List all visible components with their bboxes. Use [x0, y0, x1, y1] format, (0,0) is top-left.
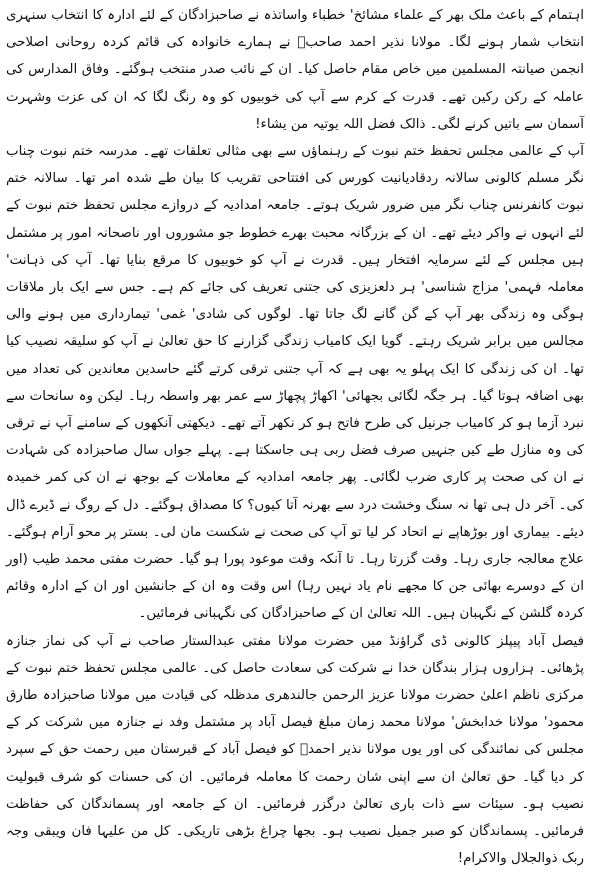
- paragraph-3: فیصل آباد پیپلز کالونی ڈی گراؤنڈ میں حضرت مولانا مفتی عبدالستار صاحب نے آپ کی نماز جنازہ پڑھائی۔ ہزاروں ہزار بندگان خدا نے شرکت کی سعادت حاصل کی۔ عالمی مجلس تحفظ ختم نبوت کے مرکزی ناظم اعلیٰ حضرت مولانا عزیز الرحمن جالندھری مدظلہ کی قیادت میں مولانا صاحبزادہ طارق محمود' مولانا خدابخش' مولانا محمد زمان مبلغ فیصل آباد پر مشتمل وفد نے جنازہ میں شرکت کر کے مجلس کی نمائندگی کی اور یوں مولانا نذیر احمدؒ کو فیصل آباد کے قبرستان میں رحمت حق کے سپرد کر دیا گیا۔ حق تعالیٰ ان سے اپنی شان رحمت کا معاملہ فرمائیں۔ ان کی حسنات کو شرف قبولیت نصیب ہو۔ سیئات سے ذات باری تعالیٰ درگزر فرمائیں۔ ان کے جامعہ اور پسماندگان کی حفاظت فرمائیں۔ پسماندگان کو صبر جمیل نصیب ہو۔ بجھا چراغ بڑھی تاریکی۔ کل من علیہا فان ویبقی وجہ ربک ذوالجلال والاکرام!: [6, 633, 584, 867]
- paragraph-1: اہتمام کے باعث ملک بھر کے علماء مشائخ' خطباء واساتذہ نے صاحبزادگان کے لئے ادارہ کا انتخاب سنہری انتخاب شمار ہونے لگا۔ مولانا نذیر احمد صاحبؒ نے ہمارے خانوادہ کی قائم کردہ روحانی اصلاحی انجمن صیانتہ المسلمین میں خاص مقام حاصل کیا۔ ان کے نائب صدر منتخب ہوگئے۔ وفاق المدارس کی عاملہ کے رکن رکین تھے۔ قدرت کے کرم سے آپ کی خوبیوں کو وہ رنگ لگا کہ ان کی عزت وشہرت آسمان سے باتیں کرنے لگی۔ ذالک فضل اللہ یوتیہ من یشاء!: [6, 8, 584, 132]
- paragraph-2: آپ کے عالمی مجلس تحفظ ختم نبوت کے رہنماؤں سے بھی مثالی تعلقات تھے۔ مدرسہ ختم نبوت چناب نگر مسلم کالونی سالانہ ردقادیانیت کورس کی افتتاحی تقریب کا بیان طے شدہ امر تھا۔ سالانہ ختم نبوت کانفرنس چناب نگر میں ضرور شریک ہوتے۔ جامعہ امدادیہ کے دروازے مجلس تحفظ ختم نبوت کے لئے انہوں نے واکر دیئے تھے۔ ان کے بزرگانہ محبت بھرے خطوط جو مشوروں اور ناصحانہ امور پر مشتمل ہیں مجلس کے لئے سرمایہ افتخار ہیں۔ قدرت نے آپ کو خوبیوں کا مرقع بنایا تھا۔ آپ کی ذہانت' معاملہ فہمی' مزاج شناسی' ہر دلعزیزی کی جتنی تعریف کی جائے کم ہے۔ جس سے ایک بار ملاقات ہوگی وہ زندگی بھر آپ کے گن گانے لگ جاتا تھا۔ لوگوں کی شادی' غمی' تیمارداری میں ہونے والی مجالس میں برابر شریک رہتے۔ گویا ایک کامیاب زندگی گزارنے کا حق تعالیٰ نے آپ کو سلیقہ نصیب کیا تھا۔ ان کی زندگی کا ایک پہلو یہ بھی ہے کہ آپ جتنی ترقی کرتے گئے حاسدین معاندین کی تعداد میں بھی اضافہ ہوتا گیا۔ ہر جگہ لگائی بجھائی' اکھاڑ پچھاڑ سے عمر بھر واسطہ رہا۔ لیکن وہ سانحات سے نبرد آزما ہو کر کامیاب جرنیل کی طرح فاتح ہو کر نکھر آتے تھے۔ دیکھتی آنکھوں کے سامنے آپ نے ترقی کی وہ منازل طے کیں جنہیں صرف فضل ربی ہی جاسکتا ہے۔ پہلے جواں سال صاحبزادہ کی شہادت نے ان کی صحت پر کاری ضرب لگائی۔ پھر جامعہ امدادیہ کے معاملات کے بوجھ نے ان کی کمر خمیدہ کی۔ آخر دل ہی تھا نہ سنگ وخشت درد سے بھرنہ آتا کیوں؟ کا مصداق ہوگئے۔ دل کے روگ نے ڈیرے ڈال دیئے۔ بیماری اور بوڑھاپے نے اتحاد کر لیا تو آپ کی صحت نے شکست مان لی۔ بستر پر محو آرام ہوگئے۔ علاج معالجہ جاری رہا۔ وقت گزرتا رہا۔ تا آنکہ وقت موعود پورا ہو گیا۔ حضرت مفتی محمد طیب (اور ان کے دوسرے بھائی جن کا مجھے نام یاد نہیں رہا) اس وقت وہ ان کے جانشین اور ان کے ادارہ وقائم کردہ گلشن کے نگہبان ہیں۔ اللہ تعالیٰ ان کے صاحبزادگان کی نگہبانی فرمائیں۔: [6, 144, 584, 622]
- article-body: [6, 2, 584, 873]
